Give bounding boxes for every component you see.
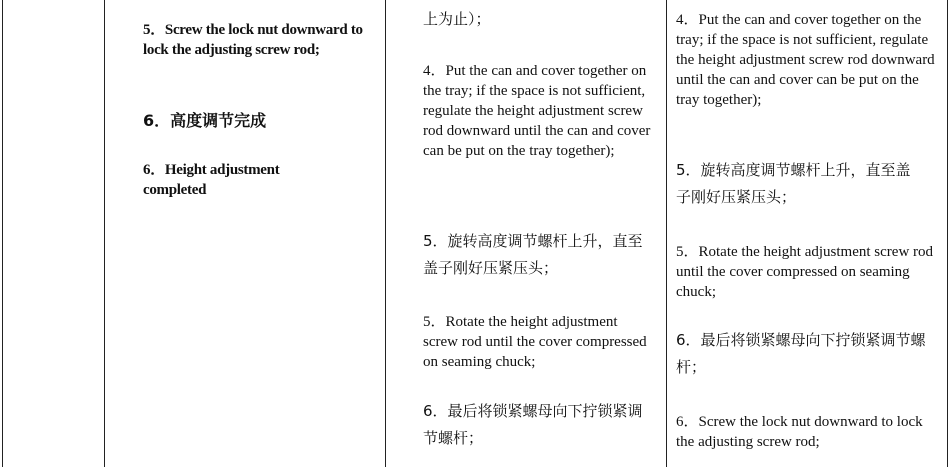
step-4-en: 4．Put the can and cover together on the tray; if the space is not sufficient, regulate the height adjustment screw rod downward until the can and cover can be put on the tray together); [676, 12, 935, 108]
table-border-3 [666, 0, 667, 467]
step-6-zh: 6．高度调节完成 [143, 111, 267, 130]
step-4-en: 4．Put the can and cover together on the tray; if the space is not sufficient, regulate the height adjustment screw rod downward until the can and cover can be put on the tray together); [423, 63, 651, 159]
step-5-en: 5．Rotate the height adjustment screw rod until the cover compressed on seaming chuck; [423, 314, 647, 370]
table-border-left [2, 0, 3, 467]
table-border-2 [385, 0, 386, 467]
step-6-zh: 6．最后将锁紧螺母向下拧锁紧调节螺杆； [423, 402, 643, 447]
step-6-en: 6．Height adjustment completed [143, 162, 280, 198]
step-6-zh: 6．最后将锁紧螺母向下拧锁紧调节螺杆； [676, 331, 926, 376]
table-border-1 [104, 0, 105, 467]
step-5-en: 5．Screw the lock nut downward to lock the adjusting screw rod; [143, 22, 363, 58]
step-5-zh: 5．旋转高度调节螺杆上升，直至盖子刚好压紧压头； [423, 232, 643, 277]
step-6-en: 6．Screw the lock nut downward to lock the adjusting screw rod; [676, 414, 923, 450]
step-5-en: 5．Rotate the height adjustment screw rod until the cover compressed on seaming chuck; [676, 244, 934, 300]
table-border-right [947, 0, 948, 467]
step-4-zh-tail: 上为止）； [423, 10, 491, 28]
step-5-zh: 5．旋转高度调节螺杆上升，直至盖子刚好压紧压头； [676, 161, 911, 206]
